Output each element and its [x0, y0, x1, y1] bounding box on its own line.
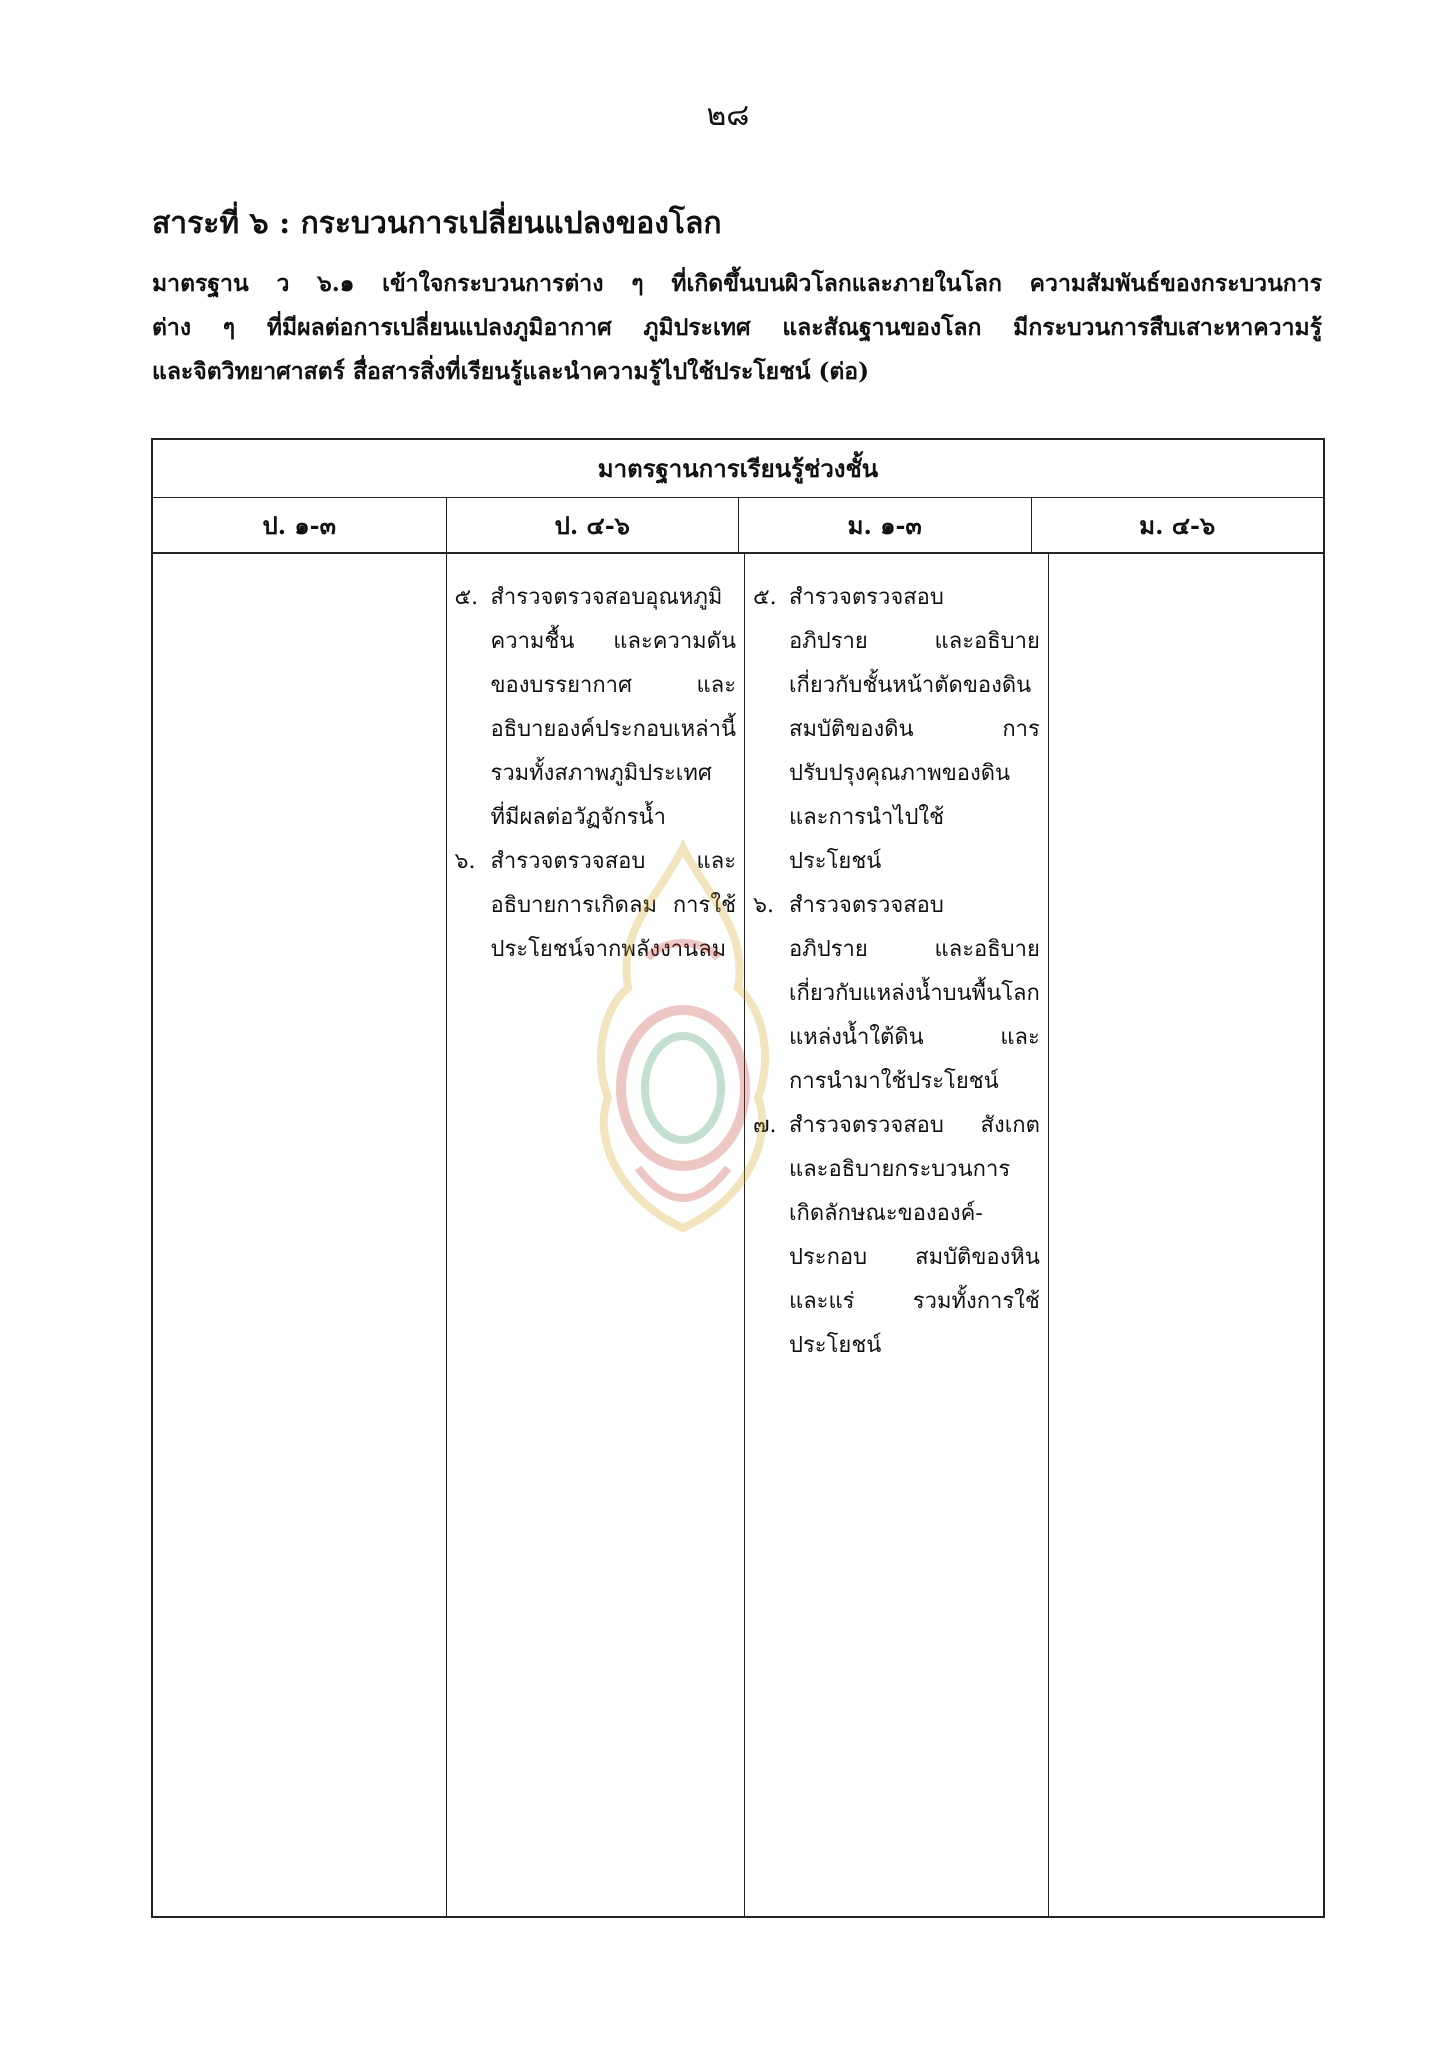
indicator-line: ประโยชน์: [789, 849, 882, 874]
strand-title: สาระที่ ๖ : กระบวนการเปลี่ยนแปลงของโลก: [152, 206, 722, 241]
standard-line: ต่าง ๆ ที่มีผลต่อการเปลี่ยนแปลงภูมิอากาศ ภูมิประเทศ และสัณฐานของโลก มีกระบวนการสืบเสาะหาความรู้: [152, 314, 1322, 341]
indicator-line: อภิปราย และอธิบาย: [789, 937, 1040, 962]
indicator-line: สำรวจตรวจสอบ: [789, 893, 944, 918]
indicator-line: อธิบายองค์ประกอบเหล่านี้: [490, 717, 737, 742]
standard-line: และจิตวิทยาศาสตร์ สื่อสารสิ่งที่เรียนรู้และนำความรู้ไปใช้ประโยชน์ (ต่อ): [152, 358, 869, 385]
indicator-number: ๕.: [753, 585, 777, 610]
indicator-line: แหล่งน้ำใต้ดิน และ: [789, 1025, 1040, 1050]
indicator-line: ของบรรยากาศ และ: [490, 673, 737, 698]
standard-line: มาตรฐาน ว ๖.๑ เข้าใจกระบวนการต่าง ๆ ที่เกิดขึ้นบนผิวโลกและภายในโลก ความสัมพันธ์ของกระบวนการ: [152, 270, 1322, 297]
page-number: ๒๘: [706, 98, 750, 133]
indicator-line: ปรับปรุงคุณภาพของดิน: [789, 761, 1011, 786]
column-m4-6: [1048, 554, 1341, 1916]
indicator-line: และอธิบายกระบวนการ: [789, 1157, 1011, 1182]
indicator-item: [753, 576, 1040, 884]
indicator-number: ๖.: [454, 849, 476, 874]
indicator-line: สำรวจตรวจสอบ และ: [490, 849, 737, 874]
indicator-number: ๖.: [753, 893, 774, 918]
indicator-line: ประโยชน์: [789, 1333, 882, 1358]
indicator-line: ประโยชน์จากพลังงานลม: [490, 937, 727, 962]
indicator-line: เกี่ยวกับชั้นหน้าตัดของดิน: [789, 673, 1032, 698]
column-m1-3: [744, 554, 1048, 1916]
indicator-line: สำรวจตรวจสอบ สังเกต: [789, 1113, 1040, 1138]
indicator-line: รวมทั้งสภาพภูมิประเทศ: [490, 761, 712, 786]
standard-statement: [152, 262, 1322, 394]
grade-header-p4-6: ป. ๔-๖: [446, 498, 739, 552]
grade-header-row: [153, 498, 1323, 554]
indicator-line: ที่มีผลต่อวัฏจักรน้ำ: [490, 805, 666, 830]
indicator-item: [753, 884, 1040, 1104]
column-p1-3: [153, 554, 446, 1916]
grade-header-m1-3: ม. ๑-๓: [738, 498, 1031, 552]
indicator-line: อธิบายการเกิดลม การใช้: [490, 893, 737, 918]
indicator-line: และแร่ รวมทั้งการใช้: [789, 1289, 1040, 1314]
emblem-watermark: [588, 838, 778, 1238]
indicator-line: อภิปราย และอธิบาย: [789, 629, 1040, 654]
indicator-line: สำรวจตรวจสอบอุณหภูมิ: [490, 585, 723, 610]
indicator-line: การนำมาใช้ประโยชน์: [789, 1069, 999, 1094]
indicator-line: เกิดลักษณะขององค์-: [789, 1201, 983, 1226]
grade-header-p1-3: ป. ๑-๓: [262, 510, 337, 540]
indicator-number: ๗.: [753, 1113, 777, 1138]
indicator-item: [455, 576, 737, 840]
indicator-line: และการนำไปใช้: [789, 805, 945, 830]
indicator-line: เกี่ยวกับแหล่งน้ำบนพื้นโลก: [789, 981, 1040, 1006]
indicator-number: ๕.: [454, 585, 479, 610]
indicator-line: สำรวจตรวจสอบ: [789, 585, 944, 610]
indicator-line: ความชื้น และความดัน: [490, 629, 737, 654]
indicator-line: สมบัติของดิน การ: [789, 717, 1040, 742]
table-heading: มาตรฐานการเรียนรู้ช่วงชั้น: [153, 440, 1323, 498]
indicator-line: ประกอบ สมบัติของหิน: [789, 1245, 1040, 1270]
indicator-item: [753, 1104, 1040, 1368]
grade-header-m4-6: ม. ๔-๖: [1031, 498, 1324, 552]
